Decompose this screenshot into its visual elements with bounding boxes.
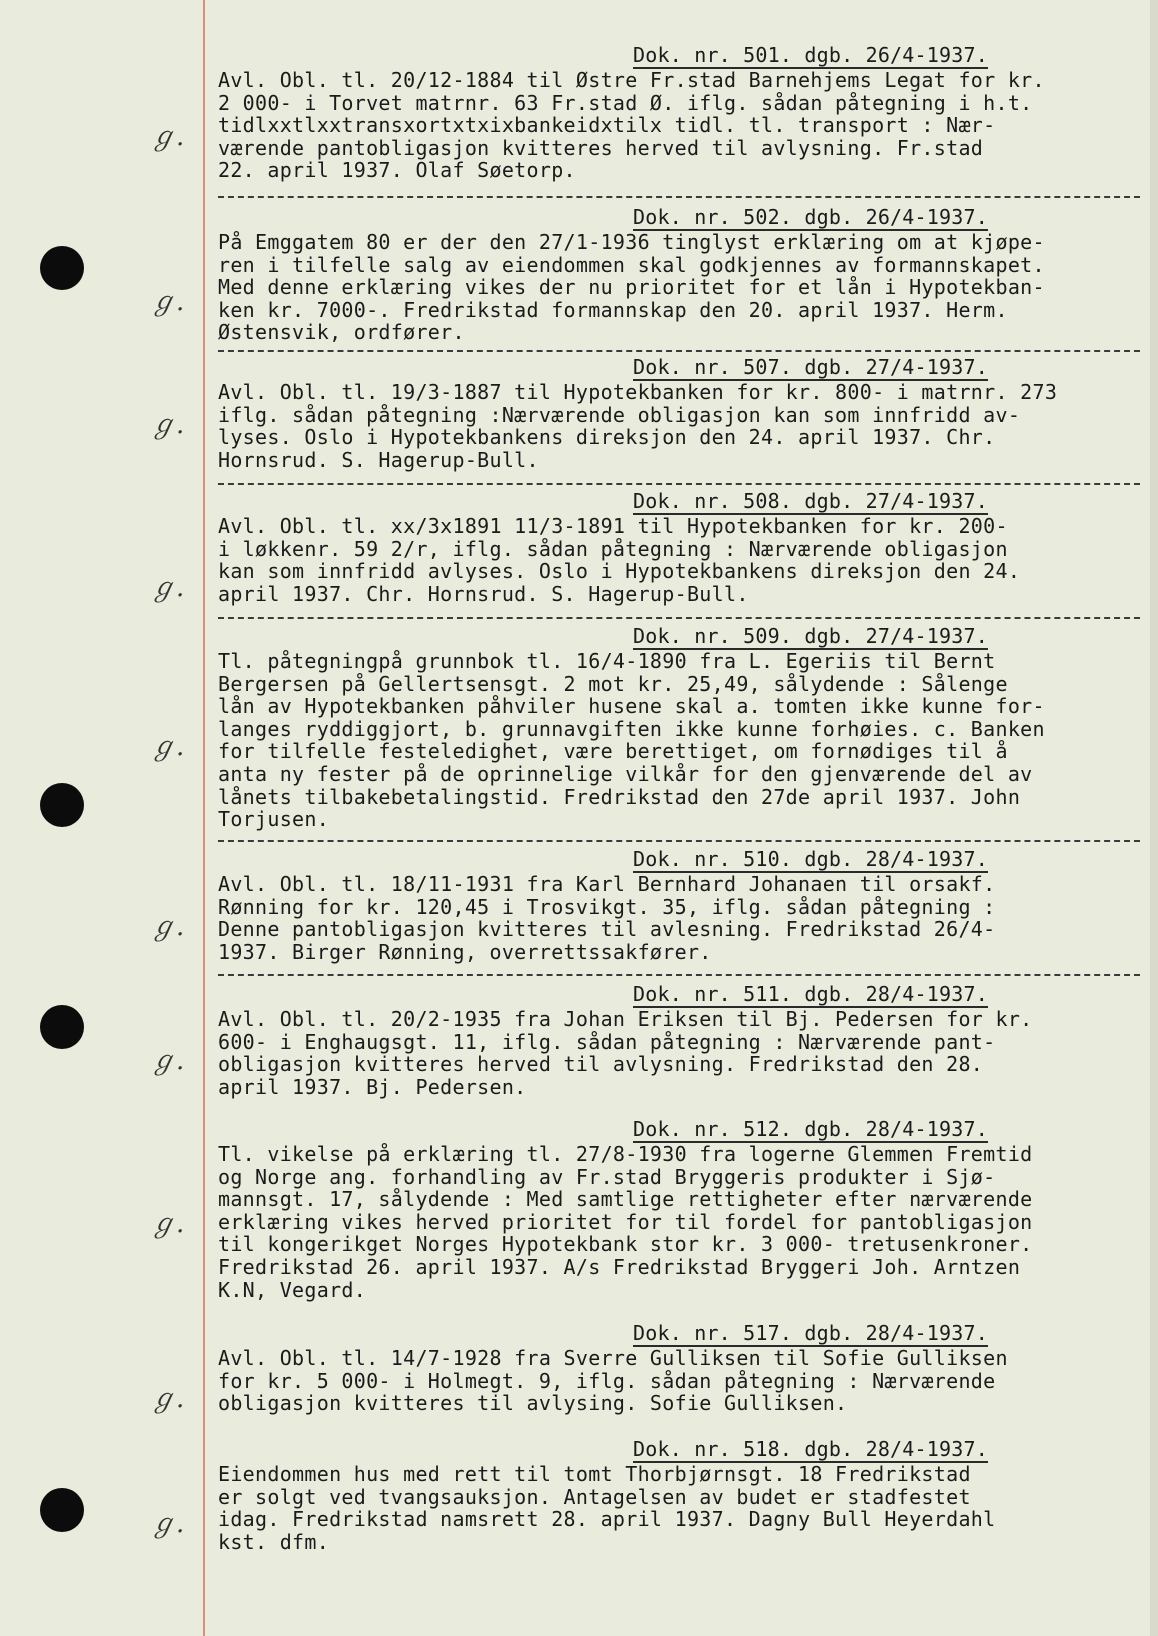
entry-line: 2 000- i Torvet matrnr. 63 Fr.stad Ø. iflg. sådan påtegning i h.t.: [218, 90, 1033, 115]
entry-separator: [218, 974, 1140, 976]
entry-line: ken kr. 7000-. Fredrikstad formannskap den 20. april 1937. Herm.: [218, 297, 1008, 322]
entry-line: obligasjon kvitteres til avlysing. Sofie Gulliksen.: [218, 1391, 848, 1416]
entry-line: og Norge ang. forhandling av Fr.stad Bryggeris produkter i Sjø-: [218, 1164, 996, 1189]
entry-line: anta ny fester på de oprinnelige vilkår for den gjenværende del av: [218, 761, 1033, 786]
entry-header: Dok. nr. 501. dgb. 26/4-1937.: [633, 43, 988, 67]
margin-mark: ℊ.: [150, 1046, 185, 1076]
entry-line: er solgt ved tvangsauksjon. Antagelsen av budet er stadfestet: [218, 1484, 971, 1509]
entry-line: 600- i Enghaugsgt. 11, iflg. sådan påtegning : Nærværende pant-: [218, 1029, 996, 1054]
entry-line: K.N, Vegard.: [218, 1277, 367, 1302]
punch-hole: [40, 783, 84, 827]
entry-507: [218, 356, 1143, 471]
margin-rule: [203, 0, 205, 1636]
entry-line: for kr. 5 000- i Holmegt. 9, iflg. sådan påtegning : Nærværende: [218, 1368, 996, 1393]
entry-line: Fredrikstad 26. april 1937. A/s Fredrikstad Bryggeri Joh. Arntzen: [218, 1254, 1021, 1279]
entry-separator: [218, 196, 1140, 198]
entry-line: erklæring vikes herved prioritet for til fordel for pantobligasjon: [218, 1209, 1033, 1234]
margin-mark: ℊ.: [150, 732, 185, 762]
entry-518: [218, 1438, 1143, 1553]
entry-line: lånets tilbakebetalingstid. Fredrikstad den 27de april 1937. John: [218, 784, 1021, 809]
entry-line: lån av Hypotekbanken påhviler husene skal a. tomten ikke kunne for-: [218, 694, 1045, 719]
entry-508: [218, 490, 1143, 605]
entry-line: værende pantobligasjon kvitteres herved til avlysning. Fr.stad: [218, 135, 984, 160]
entry-line: 1937. Birger Rønning, overrettssakfører.: [218, 939, 712, 964]
entry-header: Dok. nr. 512. dgb. 28/4-1937.: [633, 1117, 988, 1141]
entry-line: mannsgt. 17, sålydende : Med samtlige rettigheter efter nærværende: [218, 1187, 1033, 1212]
entry-line: Tl. vikelse på erklæring tl. 27/8-1930 fra logerne Glemmen Fremtid: [218, 1142, 1033, 1166]
margin-mark: ℊ.: [150, 1384, 185, 1414]
entry-line: april 1937. Bj. Pedersen.: [218, 1074, 527, 1099]
entry-line: På Emggatem 80 er der den 27/1-1936 tinglyst erklæring om at kjøpe-: [218, 230, 1045, 254]
entry-line: 22. april 1937. Olaf Søetorp.: [218, 158, 576, 183]
punch-hole: [40, 1005, 84, 1049]
entry-line: ren i tilfelle salg av eiendommen skal godkjennes av formannskapet.: [218, 252, 1045, 277]
entry-line: Avl. Obl. tl. 14/7-1928 fra Sverre Gulliksen til Sofie Gulliksen: [218, 1346, 1008, 1370]
entry-line: obligasjon kvitteres herved til avlysning. Fredrikstad den 28.: [218, 1052, 984, 1077]
entry-line: kst. dfm.: [218, 1529, 330, 1554]
entry-501: [218, 44, 1143, 182]
entry-line: Eiendommen hus med rett til tomt Thorbjørnsgt. 18 Fredrikstad: [218, 1462, 971, 1486]
entry-line: april 1937. Chr. Hornsrud. S. Hagerup-Bull.: [218, 581, 749, 606]
entry-line: til kongerikget Norges Hypotekbank stor kr. 3 000- tretusenkroner.: [218, 1232, 1033, 1257]
entry-header: Dok. nr. 508. dgb. 27/4-1937.: [633, 489, 988, 513]
entry-502: [218, 206, 1143, 344]
entry-separator: [218, 483, 1140, 485]
entry-line: Med denne erklæring vikes der nu prioritet for et lån i Hypotekban-: [218, 275, 1045, 300]
margin-mark: ℊ.: [150, 573, 185, 603]
margin-mark: ℊ.: [150, 287, 185, 317]
entry-line: kan som innfridd avlyses. Oslo i Hypotekbankens direksjon den 24.: [218, 559, 1021, 584]
entry-header: Dok. nr. 511. dgb. 28/4-1937.: [633, 982, 988, 1006]
margin-mark: ℊ.: [150, 912, 185, 942]
entry-line: for tilfelle festeledighet, være berettiget, om fornødiges til å: [218, 739, 1008, 764]
entry-header: Dok. nr. 507. dgb. 27/4-1937.: [633, 355, 988, 379]
entry-line: Avl. Obl. tl. xx/3x1891 11/3-1891 til Hypotekbanken for kr. 200-: [218, 514, 1008, 538]
punch-hole: [40, 1488, 84, 1532]
entry-line: Hornsrud. S. Hagerup-Bull.: [218, 447, 539, 472]
entry-line: Avl. Obl. tl. 20/12-1884 til Østre Fr.stad Barnehjems Legat for kr.: [218, 68, 1045, 92]
entry-separator: [218, 840, 1140, 842]
entry-517: [218, 1322, 1143, 1415]
entry-header: Dok. nr. 510. dgb. 28/4-1937.: [633, 847, 988, 871]
margin-mark: ℊ.: [150, 1209, 185, 1239]
entry-line: langes ryddiggjort, b. grunnavgiften ikke kunne forhøies. c. Banken: [218, 716, 1045, 741]
entry-line: Tl. påtegningpå grunnbok tl. 16/4-1890 fra L. Egeriis til Bernt: [218, 649, 996, 673]
entry-header: Dok. nr. 517. dgb. 28/4-1937.: [633, 1321, 988, 1345]
entry-509: [218, 625, 1143, 831]
entry-separator: [218, 350, 1140, 352]
entry-510: [218, 848, 1143, 963]
entry-line: Avl. Obl. tl. 20/2-1935 fra Johan Eriksen til Bj. Pedersen for kr.: [218, 1007, 1033, 1031]
entry-512: [218, 1118, 1143, 1301]
margin-mark: ℊ.: [150, 122, 185, 152]
entry-header: Dok. nr. 518. dgb. 28/4-1937.: [633, 1437, 988, 1461]
entry-line: Denne pantobligasjon kvitteres til avlesning. Fredrikstad 26/4-: [218, 917, 996, 942]
entry-header: Dok. nr. 502. dgb. 26/4-1937.: [633, 205, 988, 229]
entry-line: Rønning for kr. 120,45 i Trosvikgt. 35, iflg. sådan påtegning :: [218, 894, 996, 919]
entry-header: Dok. nr. 509. dgb. 27/4-1937.: [633, 624, 988, 648]
entry-line: i løkkenr. 59 2/r, iflg. sådan påtegning : Nærværende obligasjon: [218, 536, 1008, 561]
margin-mark: ℊ.: [150, 410, 185, 440]
entry-line: Østensvik, ordfører.: [218, 320, 465, 345]
entry-511: [218, 983, 1143, 1098]
entry-line: iflg. sådan påtegning :Nærværende obligasjon kan som innfridd av-: [218, 402, 1021, 427]
entry-line: Torjusen.: [218, 807, 330, 832]
entry-line: tidlxxtlxxtransxortxtxixbankeidxtilx tidl. tl. transport : Nær-: [218, 113, 996, 138]
entry-line: Avl. Obl. tl. 19/3-1887 til Hypotekbanken for kr. 800- i matrnr. 273: [218, 380, 1058, 404]
punch-hole: [40, 246, 84, 290]
entry-separator: [218, 617, 1140, 619]
entry-line: idag. Fredrikstad namsrett 28. april 1937. Dagny Bull Heyerdahl: [218, 1507, 996, 1532]
entry-line: Avl. Obl. tl. 18/11-1931 fra Karl Bernhard Johanaen til orsakf.: [218, 872, 996, 896]
entry-line: Bergersen på Gellertsensgt. 2 mot kr. 25,49, sålydende : Sålenge: [218, 671, 1008, 696]
entry-line: lyses. Oslo i Hypotekbankens direksjon den 24. april 1937. Chr.: [218, 425, 996, 450]
margin-mark: ℊ.: [150, 1509, 185, 1539]
